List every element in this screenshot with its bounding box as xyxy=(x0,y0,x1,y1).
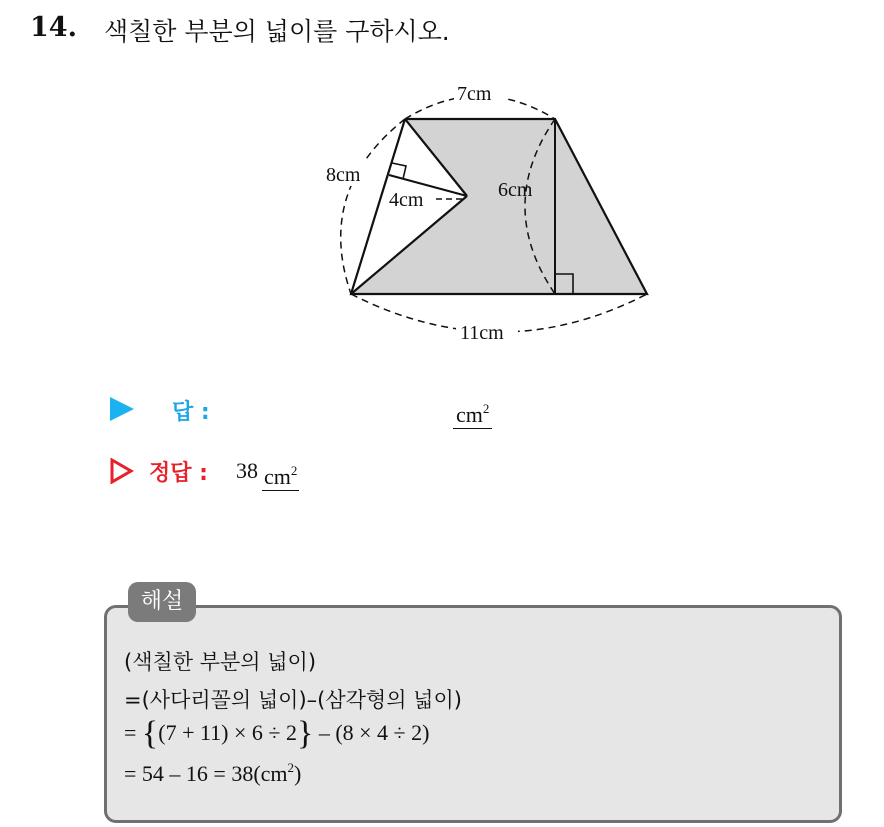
solution-line-3-right: – (8 × 4 ÷ 2) xyxy=(313,720,430,745)
label-height: 6cm xyxy=(498,179,533,201)
label-inner: 4cm xyxy=(389,189,424,211)
solution-line-1: (색칠한 부분의 넓이) xyxy=(124,650,317,674)
solution-line-2: =(사다리꼴의 넓이)–(삼각형의 넓이) xyxy=(124,688,462,712)
correct-unit: cm xyxy=(264,464,291,489)
answer-label: 답 : xyxy=(172,400,210,425)
solution-line-4-pre: = 54 – 16 = 38(cm xyxy=(124,761,288,786)
solution-line-4-exponent: 2 xyxy=(287,760,295,775)
solution-line-4 xyxy=(124,760,301,787)
answer-blank[interactable] xyxy=(453,396,492,429)
solution-line-3-left: (7 + 11) × 6 ÷ 2 xyxy=(158,720,297,745)
correct-value: 38 xyxy=(236,458,258,483)
solution-line-3-eq: = xyxy=(124,720,137,745)
correct-arrow-icon xyxy=(110,458,134,484)
correct-unit-wrap xyxy=(262,458,299,491)
label-left: 8cm xyxy=(326,164,361,186)
label-top: 7cm xyxy=(457,83,492,105)
brace-open: { xyxy=(141,715,159,752)
answer-unit-exponent: 2 xyxy=(482,401,490,416)
correct-label: 정답 : xyxy=(149,461,208,486)
trapezoid-figure xyxy=(300,70,680,360)
solution-tab: 해설 xyxy=(128,582,196,622)
solution-line-3 xyxy=(124,715,430,752)
question-text: 색칠한 부분의 넓이를 구하시오. xyxy=(104,17,450,46)
correct-unit-exponent: 2 xyxy=(290,463,298,478)
label-bottom: 11cm xyxy=(460,322,504,344)
solution-box xyxy=(104,605,842,823)
answer-unit: cm xyxy=(456,402,483,427)
brace-close: } xyxy=(296,715,314,752)
solution-line-4-post: ) xyxy=(294,761,302,786)
question-number: 14. xyxy=(30,12,77,43)
answer-arrow-icon xyxy=(110,397,134,421)
